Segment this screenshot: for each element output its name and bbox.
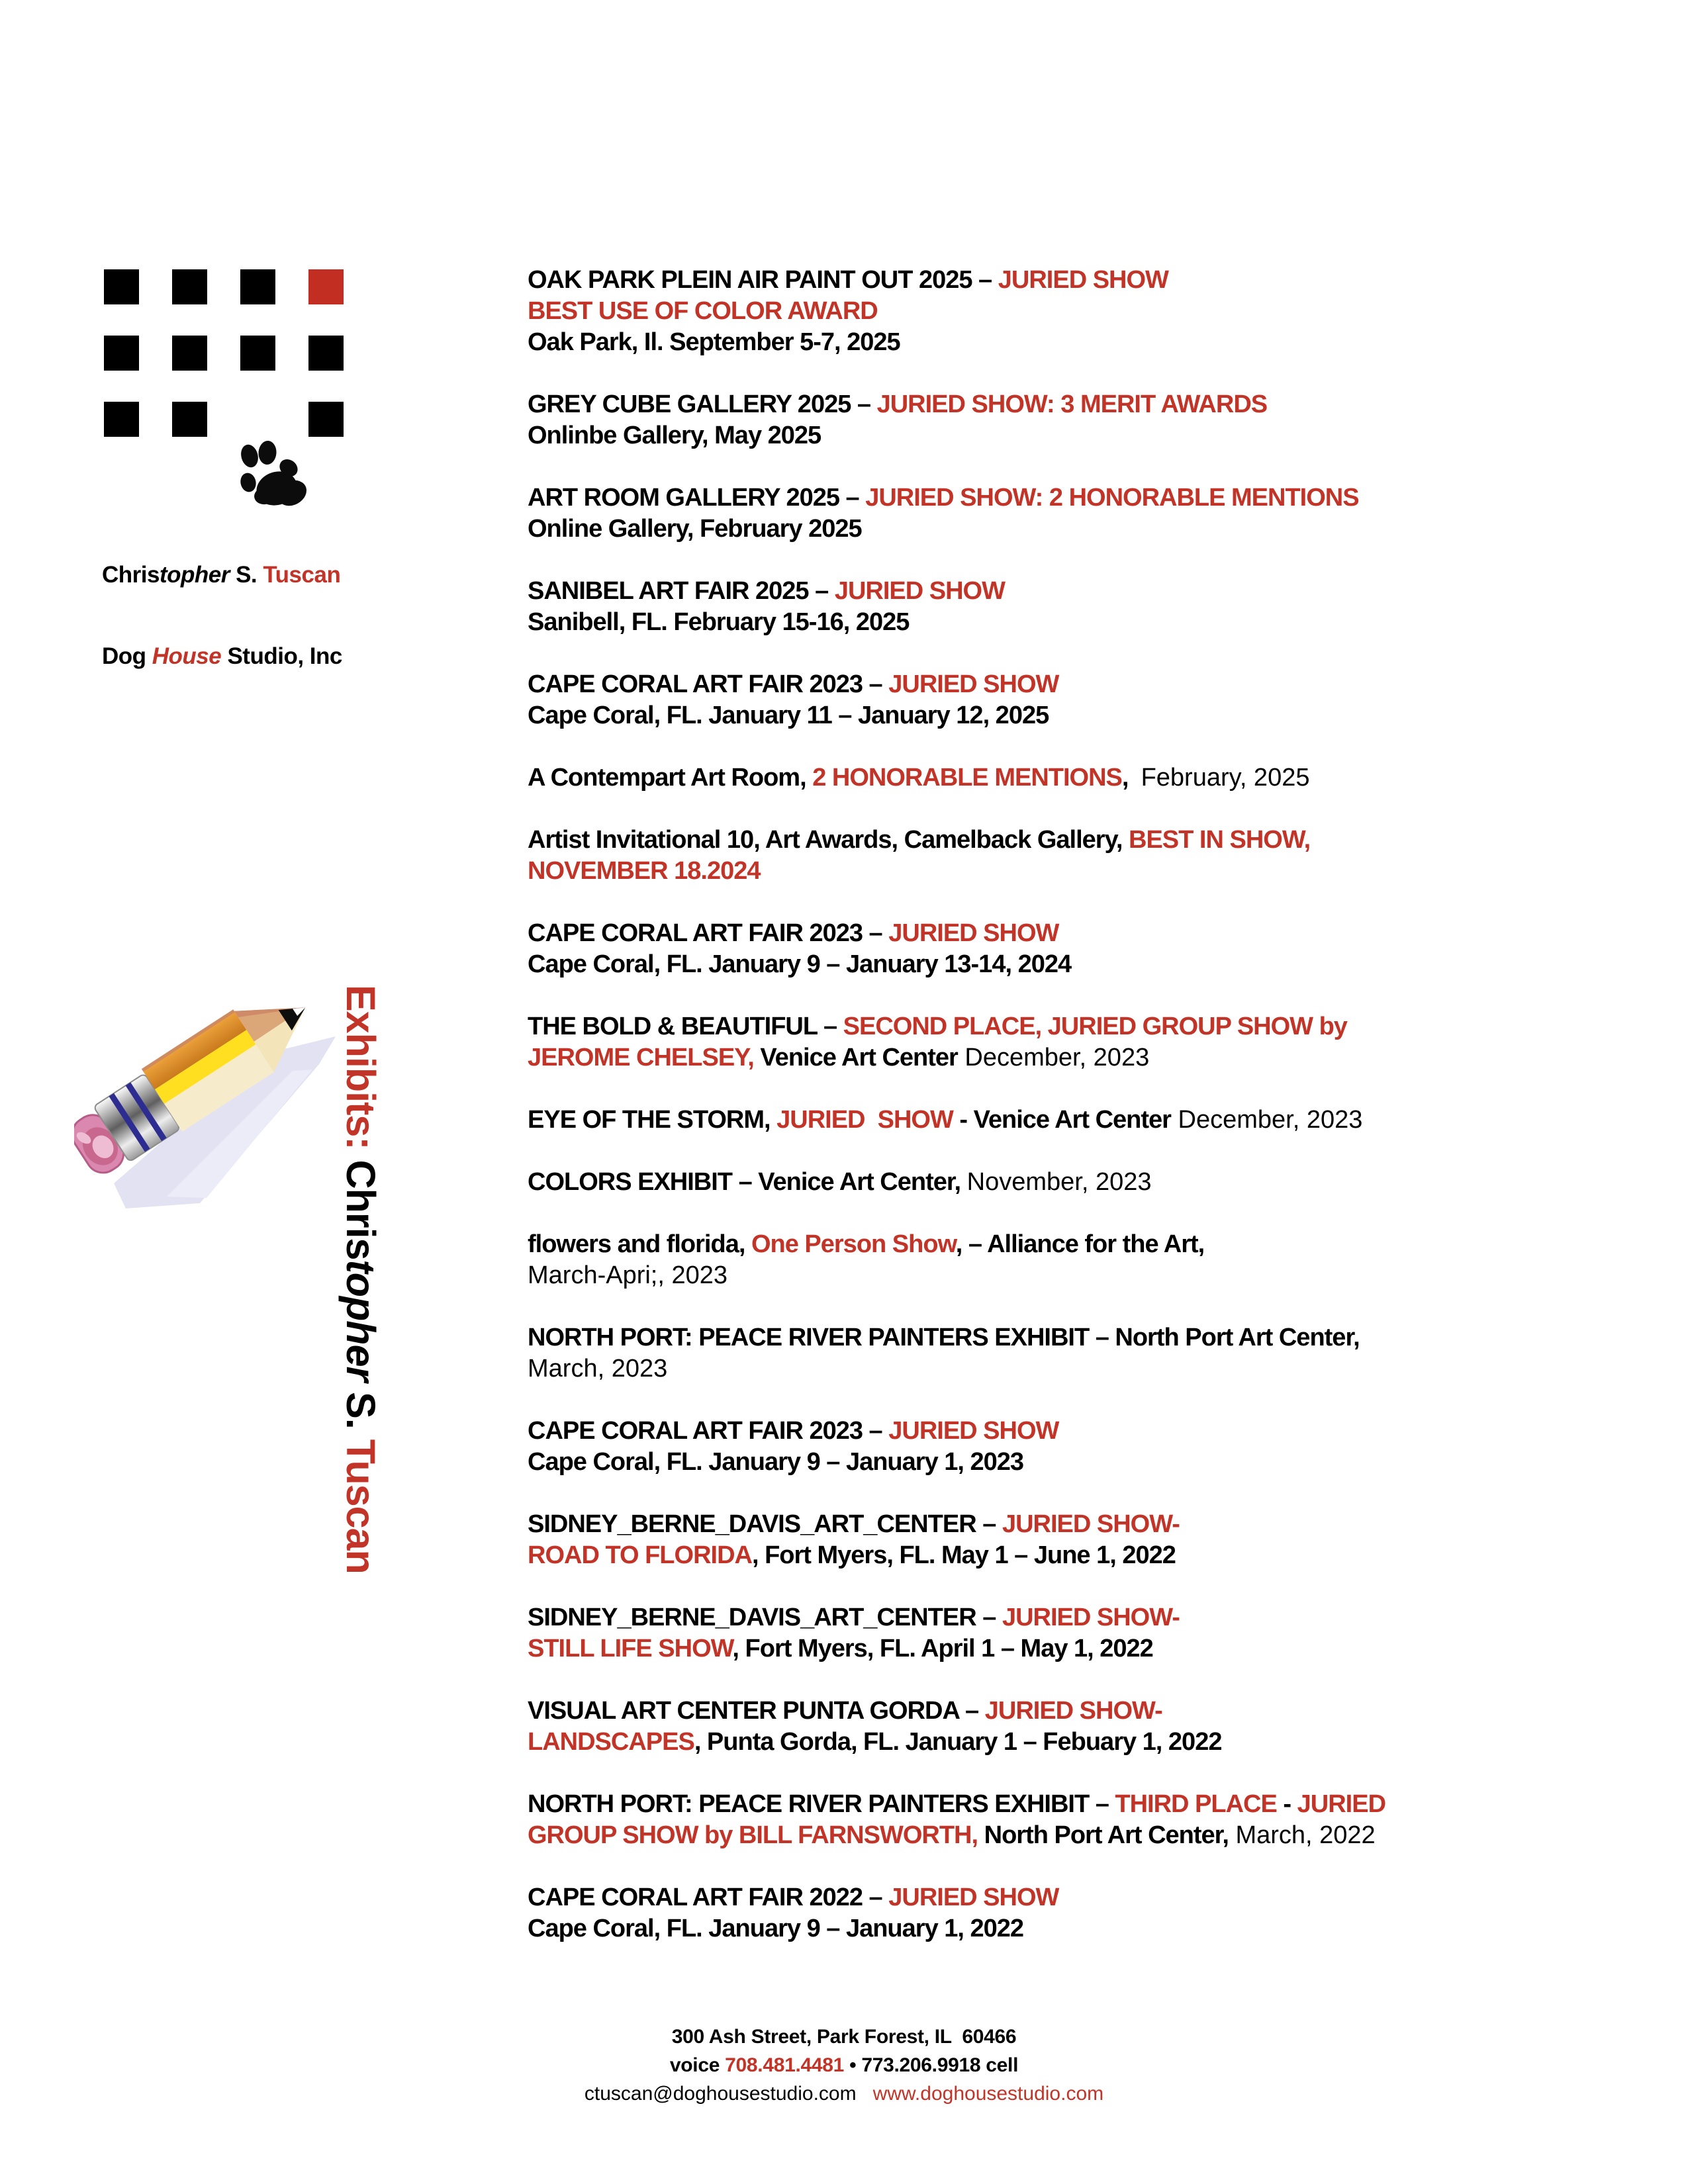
exhibit-entry xyxy=(528,1229,1587,1291)
exhibit-line xyxy=(528,327,1587,358)
exhibit-line xyxy=(528,1353,1587,1385)
exhibit-line xyxy=(528,1633,1587,1664)
text-span: NORTH PORT: PEACE RIVER PAINTERS EXHIBIT – North Port Art Center, xyxy=(528,1324,1360,1351)
exhibit-line xyxy=(528,1727,1587,1758)
exhibit-entry xyxy=(528,1882,1587,1944)
text-span: JURIED SHOW xyxy=(776,1106,953,1134)
exhibit-line xyxy=(528,949,1587,980)
text-span: JURIED SHOW xyxy=(834,577,1005,605)
logo-square-black xyxy=(240,269,275,304)
exhibit-line xyxy=(528,1602,1587,1633)
text-span: ART ROOM GALLERY 2025 – xyxy=(528,484,866,512)
text-span: Cape Coral, FL. January 9 – January 13-14, 2024 xyxy=(528,950,1072,978)
text-span: Cape Coral, FL. January 9 – January 1, 2022 xyxy=(528,1915,1024,1942)
exhibit-line xyxy=(528,700,1587,731)
exhibit-entry xyxy=(528,482,1587,545)
text-span: COLORS EXHIBIT – Venice Art Center, xyxy=(528,1168,967,1196)
text-span: February, 2025 xyxy=(1141,764,1310,792)
text-span: , Punta Gorda, FL. January 1 – Febuary 1, 2022 xyxy=(694,1728,1222,1756)
logo-square-black xyxy=(172,269,207,304)
footer-contact xyxy=(0,2079,1688,2108)
exhibit-line xyxy=(528,576,1587,607)
exhibit-line xyxy=(528,762,1587,794)
text-span: JURIED SHOW xyxy=(998,266,1168,294)
exhibit-line xyxy=(528,1540,1587,1571)
text-span: Online Gallery, February 2025 xyxy=(528,515,862,543)
text-span: S. xyxy=(338,1381,383,1439)
logo-square-black xyxy=(104,402,139,437)
logo-square-black xyxy=(240,336,275,371)
exhibit-entry xyxy=(528,762,1587,794)
exhibit-line xyxy=(528,1105,1587,1136)
logo-square-black xyxy=(172,402,207,437)
text-span: CAPE CORAL ART FAIR 2023 – xyxy=(528,670,889,698)
text-span: JURIED SHOW xyxy=(888,670,1059,698)
text-span: Artist Invitational 10, Art Awards, Camelback Gallery, xyxy=(528,826,1129,854)
text-span: Oak Park, Il. September 5-7, 2025 xyxy=(528,328,900,356)
text-span: STILL LIFE SHOW xyxy=(528,1635,733,1662)
text-span: CAPE CORAL ART FAIR 2023 – xyxy=(528,1417,889,1445)
text-span: ROAD TO FLORIDA xyxy=(528,1541,752,1569)
text-span: , Fort Myers, FL. May 1 – June 1, 2022 xyxy=(751,1541,1176,1569)
exhibit-line xyxy=(528,1322,1587,1353)
exhibit-line xyxy=(528,389,1587,420)
text-span: JEROME CHELSEY, xyxy=(528,1044,754,1071)
text-span: CAPE CORAL ART FAIR 2023 – xyxy=(528,919,889,947)
text-span: Tuscan xyxy=(263,562,341,588)
exhibit-entry xyxy=(528,918,1587,980)
logo-square-red xyxy=(308,269,344,304)
text-span: Dog xyxy=(102,643,152,669)
vertical-banner xyxy=(338,985,384,1574)
text-span: EYE OF THE STORM, xyxy=(528,1106,777,1134)
text-span: December, 2023 xyxy=(1170,1106,1363,1134)
exhibit-line xyxy=(528,607,1587,638)
exhibits-list xyxy=(528,265,1587,1976)
text-span: THIRD PLACE xyxy=(1115,1790,1277,1818)
text-span: , Fort Myers, FL. April 1 – May 1, 2022 xyxy=(732,1635,1153,1662)
text-span: S. xyxy=(229,562,263,588)
exhibit-line xyxy=(528,1509,1587,1540)
exhibit-line xyxy=(528,1011,1587,1042)
footer-phones xyxy=(0,2051,1688,2079)
text-span: topher xyxy=(338,1259,383,1382)
logo-square-black xyxy=(308,336,344,371)
text-span: OAK PARK PLEIN AIR PAINT OUT 2025 – xyxy=(528,266,998,294)
exhibit-entry xyxy=(528,1011,1587,1073)
text-span: March-Apri;, 2023 xyxy=(528,1261,728,1289)
text-span: JURIED xyxy=(1297,1790,1386,1818)
exhibit-line xyxy=(528,1820,1587,1851)
brand-name xyxy=(102,507,342,724)
text-span: JURIED SHOW xyxy=(888,1417,1059,1445)
exhibit-entry xyxy=(528,1416,1587,1478)
text-span: 300 Ash Street, Park Forest, IL 60466 xyxy=(671,2026,1017,2048)
text-span: ctuscan@doghousestudio.com xyxy=(584,2083,857,2105)
text-span: 708.481.4481 xyxy=(725,2054,845,2076)
exhibit-entry xyxy=(528,1789,1587,1851)
exhibit-line xyxy=(528,296,1587,327)
brand-name-line1 xyxy=(102,561,342,588)
footer xyxy=(0,2023,1688,2108)
text-span: THE BOLD & BEAUTIFUL – xyxy=(528,1013,843,1040)
exhibit-entry xyxy=(528,576,1587,638)
text-span: VISUAL ART CENTER PUNTA GORDA – xyxy=(528,1697,985,1725)
exhibit-entry xyxy=(528,1509,1587,1571)
text-span: Exhibits: xyxy=(338,985,383,1160)
logo-square-black xyxy=(308,402,344,437)
footer-address xyxy=(0,2023,1688,2051)
exhibit-line xyxy=(528,918,1587,949)
text-span: topher xyxy=(159,562,230,588)
text-span: 2 HONORABLE MENTIONS xyxy=(812,764,1122,792)
text-span: NORTH PORT: PEACE RIVER PAINTERS EXHIBIT – xyxy=(528,1790,1115,1818)
text-span: JURIED SHOW- xyxy=(1002,1510,1180,1538)
text-span: JURIED SHOW: 3 MERIT AWARDS xyxy=(876,390,1268,418)
text-span: , – Alliance for the Art, xyxy=(955,1230,1205,1258)
text-span: JURIED SHOW- xyxy=(984,1697,1162,1725)
exhibit-line xyxy=(528,1260,1587,1291)
text-span: GROUP SHOW by BILL FARNSWORTH, xyxy=(528,1821,978,1849)
exhibit-line xyxy=(528,825,1587,856)
exhibit-line xyxy=(528,482,1587,514)
exhibit-line xyxy=(528,1447,1587,1478)
brand-name-line2 xyxy=(102,643,342,670)
exhibit-line xyxy=(528,856,1587,887)
text-span: CAPE CORAL ART FAIR 2022 – xyxy=(528,1884,889,1911)
exhibit-entry xyxy=(528,669,1587,731)
exhibit-line xyxy=(528,1913,1587,1944)
exhibit-entry xyxy=(528,265,1587,358)
paw-print-icon xyxy=(233,428,312,511)
exhibit-line xyxy=(528,1229,1587,1260)
exhibit-line xyxy=(528,265,1587,296)
exhibit-entry xyxy=(528,1696,1587,1758)
text-span: • 773.206.9918 cell xyxy=(844,2054,1019,2076)
text-span: SANIBEL ART FAIR 2025 – xyxy=(528,577,835,605)
text-span: December, 2023 xyxy=(957,1044,1150,1071)
text-span: JURIED SHOW xyxy=(888,1884,1059,1911)
text-span: JURIED SHOW- xyxy=(1002,1604,1180,1631)
text-span: Cape Coral, FL. January 9 – January 1, 2023 xyxy=(528,1448,1024,1476)
text-span: BEST USE OF COLOR AWARD xyxy=(528,297,878,325)
exhibit-entry xyxy=(528,1105,1587,1136)
text-span: Cape Coral, FL. January 11 – January 12, 2025 xyxy=(528,702,1049,729)
text-span: NOVEMBER 18.2024 xyxy=(528,857,761,885)
exhibit-entry xyxy=(528,825,1587,887)
text-span: - Venice Art Center xyxy=(953,1106,1171,1134)
text-span: One Person Show xyxy=(751,1230,956,1258)
exhibit-entry xyxy=(528,1322,1587,1385)
text-span: November, 2023 xyxy=(966,1168,1152,1196)
text-span: - xyxy=(1276,1790,1297,1818)
exhibit-line xyxy=(528,1789,1587,1820)
exhibit-entry xyxy=(528,1167,1587,1198)
text-span: March, 2023 xyxy=(528,1355,668,1383)
text-span: A Contempart Art Room, xyxy=(528,764,813,792)
text-span: Chris xyxy=(102,562,160,588)
text-span: voice xyxy=(669,2054,726,2076)
logo-squares-grid xyxy=(104,269,344,437)
exhibit-line xyxy=(528,1042,1587,1073)
text-span: SIDNEY_BERNE_DAVIS_ART_CENTER – xyxy=(528,1510,1002,1538)
text-span: Onlinbe Gallery, May 2025 xyxy=(528,422,821,449)
exhibit-entry xyxy=(528,1602,1587,1664)
text-span: LANDSCAPES xyxy=(528,1728,694,1756)
text-span: SIDNEY_BERNE_DAVIS_ART_CENTER – xyxy=(528,1604,1002,1631)
text-span: flowers and florida, xyxy=(528,1230,751,1258)
text-span xyxy=(857,2083,873,2105)
text-span: March, 2022 xyxy=(1228,1821,1376,1849)
text-span: Chris xyxy=(338,1160,383,1260)
text-span: Studio, Inc xyxy=(221,643,342,669)
text-span: JURIED SHOW xyxy=(888,919,1059,947)
logo-square-black xyxy=(172,336,207,371)
text-span: , xyxy=(1121,764,1141,792)
exhibit-line xyxy=(528,420,1587,451)
exhibit-line xyxy=(528,1882,1587,1913)
text-span: Tuscan xyxy=(338,1439,383,1574)
text-span: BEST IN SHOW, xyxy=(1129,826,1311,854)
exhibit-line xyxy=(528,669,1587,700)
exhibit-line xyxy=(528,1416,1587,1447)
text-span: House xyxy=(152,643,222,669)
text-span: www.doghousestudio.com xyxy=(872,2083,1104,2105)
exhibit-entry xyxy=(528,389,1587,451)
logo-square-black xyxy=(104,269,139,304)
pencil-icon xyxy=(74,985,346,1216)
text-span: Sanibell, FL. February 15-16, 2025 xyxy=(528,608,910,636)
exhibit-line xyxy=(528,514,1587,545)
exhibit-line xyxy=(528,1696,1587,1727)
text-span: North Port Art Center, xyxy=(978,1821,1229,1849)
logo-square-black xyxy=(104,336,139,371)
text-span: Venice Art Center xyxy=(753,1044,958,1071)
text-span: SECOND PLACE, JURIED GROUP SHOW by xyxy=(843,1013,1347,1040)
text-span: GREY CUBE GALLERY 2025 – xyxy=(528,390,877,418)
exhibit-line xyxy=(528,1167,1587,1198)
text-span: JURIED SHOW: 2 HONORABLE MENTIONS xyxy=(865,484,1359,512)
